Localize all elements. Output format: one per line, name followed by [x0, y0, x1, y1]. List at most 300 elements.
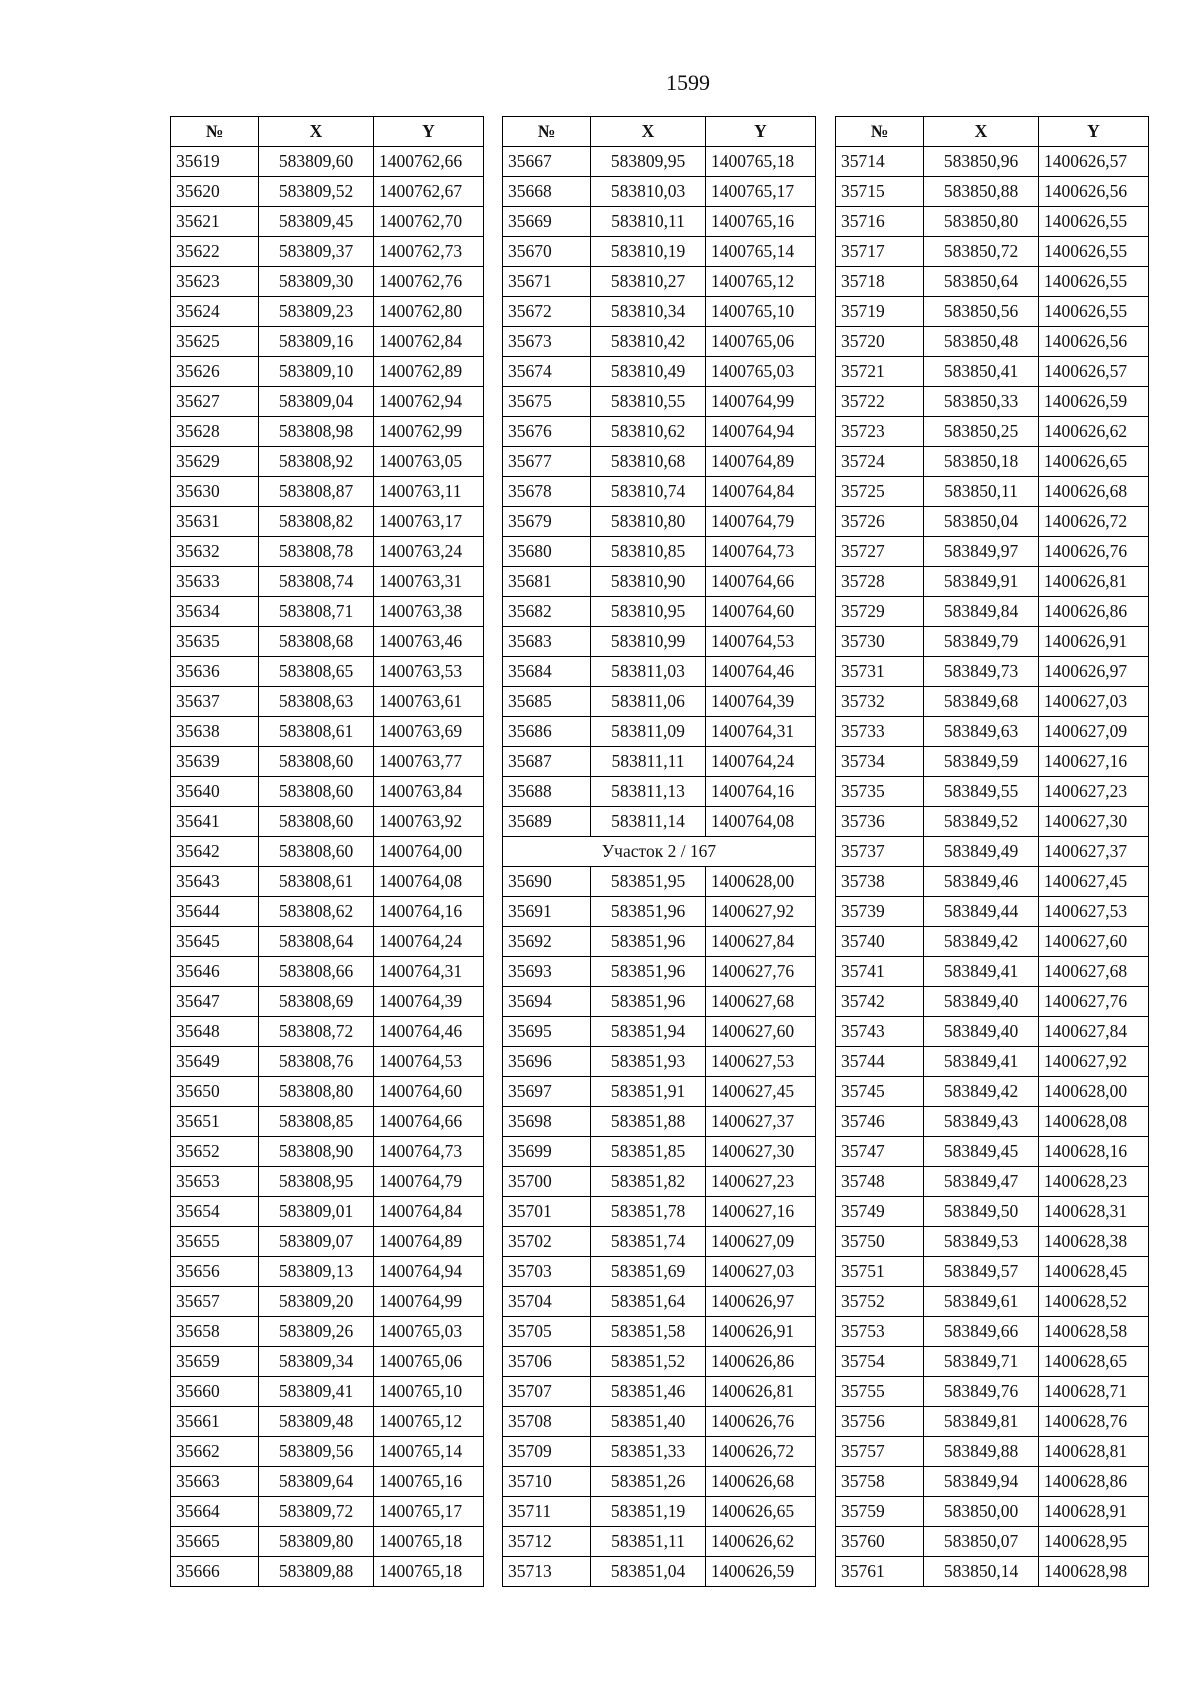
point-number: 35651 — [171, 1107, 259, 1137]
table-row — [836, 1437, 1149, 1467]
x-coordinate: 583809,26 — [259, 1317, 374, 1347]
table-row — [171, 207, 484, 237]
y-coordinate: 1400626,62 — [1039, 417, 1149, 447]
table-row — [503, 357, 816, 387]
y-coordinate: 1400626,57 — [1039, 357, 1149, 387]
point-number: 35709 — [503, 1437, 591, 1467]
point-number: 35656 — [171, 1257, 259, 1287]
point-number: 35631 — [171, 507, 259, 537]
point-number: 35683 — [503, 627, 591, 657]
x-coordinate: 583849,59 — [924, 747, 1039, 777]
y-coordinate: 1400627,30 — [1039, 807, 1149, 837]
table-row — [171, 1047, 484, 1077]
x-coordinate: 583809,52 — [259, 177, 374, 207]
table-row — [171, 567, 484, 597]
table-row — [171, 237, 484, 267]
y-coordinate: 1400762,76 — [374, 267, 484, 297]
y-coordinate: 1400764,46 — [374, 1017, 484, 1047]
table-row — [171, 897, 484, 927]
point-number: 35659 — [171, 1347, 259, 1377]
point-number: 35622 — [171, 237, 259, 267]
x-coordinate: 583850,41 — [924, 357, 1039, 387]
table-row — [836, 267, 1149, 297]
table-row — [171, 357, 484, 387]
point-number: 35667 — [503, 147, 591, 177]
y-coordinate: 1400764,89 — [374, 1227, 484, 1257]
section-label: Участок 2 / 167 — [503, 837, 816, 867]
x-coordinate: 583808,72 — [259, 1017, 374, 1047]
x-coordinate: 583850,64 — [924, 267, 1039, 297]
y-coordinate: 1400626,55 — [1039, 237, 1149, 267]
table-row — [171, 1347, 484, 1377]
table-row — [503, 1557, 816, 1587]
point-number: 35746 — [836, 1107, 924, 1137]
table-row — [836, 537, 1149, 567]
table-row — [171, 747, 484, 777]
table-row — [503, 267, 816, 297]
y-coordinate: 1400626,97 — [1039, 657, 1149, 687]
y-coordinate: 1400627,60 — [706, 1017, 816, 1047]
point-number: 35723 — [836, 417, 924, 447]
x-coordinate: 583850,80 — [924, 207, 1039, 237]
point-number: 35632 — [171, 537, 259, 567]
table-row — [503, 1107, 816, 1137]
x-coordinate: 583850,11 — [924, 477, 1039, 507]
point-number: 35757 — [836, 1437, 924, 1467]
y-coordinate: 1400765,14 — [706, 237, 816, 267]
point-number: 35728 — [836, 567, 924, 597]
table-row — [503, 1137, 816, 1167]
table-row — [836, 927, 1149, 957]
y-coordinate: 1400764,79 — [374, 1167, 484, 1197]
point-number: 35638 — [171, 717, 259, 747]
x-coordinate: 583849,68 — [924, 687, 1039, 717]
table-row — [503, 477, 816, 507]
point-number: 35725 — [836, 477, 924, 507]
y-coordinate: 1400627,37 — [1039, 837, 1149, 867]
x-coordinate: 583808,95 — [259, 1167, 374, 1197]
y-coordinate: 1400627,60 — [1039, 927, 1149, 957]
x-coordinate: 583851,78 — [591, 1197, 706, 1227]
y-coordinate: 1400763,69 — [374, 717, 484, 747]
x-coordinate: 583849,66 — [924, 1317, 1039, 1347]
y-coordinate: 1400628,00 — [706, 867, 816, 897]
y-coordinate: 1400626,55 — [1039, 207, 1149, 237]
table-row — [836, 507, 1149, 537]
x-coordinate: 583809,48 — [259, 1407, 374, 1437]
table-row — [171, 807, 484, 837]
point-number: 35684 — [503, 657, 591, 687]
x-coordinate: 583851,88 — [591, 1107, 706, 1137]
table-row — [503, 1257, 816, 1287]
table-row — [171, 1377, 484, 1407]
point-number: 35721 — [836, 357, 924, 387]
table-row — [503, 957, 816, 987]
x-coordinate: 583808,64 — [259, 927, 374, 957]
y-coordinate: 1400628,65 — [1039, 1347, 1149, 1377]
table-row — [836, 957, 1149, 987]
point-number: 35655 — [171, 1227, 259, 1257]
point-number: 35760 — [836, 1527, 924, 1557]
point-number: 35740 — [836, 927, 924, 957]
point-number: 35741 — [836, 957, 924, 987]
table-row — [171, 417, 484, 447]
point-number: 35710 — [503, 1467, 591, 1497]
point-number: 35665 — [171, 1527, 259, 1557]
header-x: X — [924, 117, 1039, 147]
point-number: 35645 — [171, 927, 259, 957]
point-number: 35697 — [503, 1077, 591, 1107]
y-coordinate: 1400765,18 — [706, 147, 816, 177]
point-number: 35625 — [171, 327, 259, 357]
point-number: 35675 — [503, 387, 591, 417]
table-row — [171, 1407, 484, 1437]
point-number: 35731 — [836, 657, 924, 687]
x-coordinate: 583808,60 — [259, 777, 374, 807]
point-number: 35718 — [836, 267, 924, 297]
point-number: 35747 — [836, 1137, 924, 1167]
x-coordinate: 583849,41 — [924, 957, 1039, 987]
table-row — [503, 627, 816, 657]
table-row — [171, 507, 484, 537]
table-row — [503, 987, 816, 1017]
y-coordinate: 1400764,66 — [706, 567, 816, 597]
y-coordinate: 1400628,38 — [1039, 1227, 1149, 1257]
table-row — [836, 1557, 1149, 1587]
point-number: 35722 — [836, 387, 924, 417]
y-coordinate: 1400627,76 — [1039, 987, 1149, 1017]
point-number: 35689 — [503, 807, 591, 837]
point-number: 35652 — [171, 1137, 259, 1167]
table-row — [171, 597, 484, 627]
y-coordinate: 1400626,59 — [1039, 387, 1149, 417]
point-number: 35662 — [171, 1437, 259, 1467]
x-coordinate: 583808,98 — [259, 417, 374, 447]
point-number: 35748 — [836, 1167, 924, 1197]
table-row — [503, 717, 816, 747]
header-y: Y — [706, 117, 816, 147]
x-coordinate: 583809,37 — [259, 237, 374, 267]
x-coordinate: 583850,96 — [924, 147, 1039, 177]
point-number: 35639 — [171, 747, 259, 777]
y-coordinate: 1400628,71 — [1039, 1377, 1149, 1407]
y-coordinate: 1400764,84 — [374, 1197, 484, 1227]
y-coordinate: 1400764,08 — [374, 867, 484, 897]
table-row — [503, 1377, 816, 1407]
point-number: 35660 — [171, 1377, 259, 1407]
point-number: 35676 — [503, 417, 591, 447]
table-row — [171, 1317, 484, 1347]
x-coordinate: 583809,45 — [259, 207, 374, 237]
x-coordinate: 583810,42 — [591, 327, 706, 357]
x-coordinate: 583850,72 — [924, 237, 1039, 267]
y-coordinate: 1400627,16 — [706, 1197, 816, 1227]
point-number: 35657 — [171, 1287, 259, 1317]
point-number: 35738 — [836, 867, 924, 897]
table-header-row — [171, 117, 484, 147]
table-row — [836, 867, 1149, 897]
point-number: 35668 — [503, 177, 591, 207]
point-number: 35628 — [171, 417, 259, 447]
point-number: 35715 — [836, 177, 924, 207]
x-coordinate: 583808,87 — [259, 477, 374, 507]
point-number: 35619 — [171, 147, 259, 177]
table-row — [503, 567, 816, 597]
point-number: 35703 — [503, 1257, 591, 1287]
table-row — [836, 1317, 1149, 1347]
table-row — [836, 1107, 1149, 1137]
point-number: 35696 — [503, 1047, 591, 1077]
x-coordinate: 583810,62 — [591, 417, 706, 447]
x-coordinate: 583808,68 — [259, 627, 374, 657]
table-row — [503, 507, 816, 537]
x-coordinate: 583849,63 — [924, 717, 1039, 747]
table-row — [503, 1497, 816, 1527]
point-number: 35756 — [836, 1407, 924, 1437]
x-coordinate: 583849,44 — [924, 897, 1039, 927]
y-coordinate: 1400763,24 — [374, 537, 484, 567]
y-coordinate: 1400763,92 — [374, 807, 484, 837]
x-coordinate: 583851,94 — [591, 1017, 706, 1047]
y-coordinate: 1400626,68 — [1039, 477, 1149, 507]
coordinates-table-1 — [170, 116, 484, 1587]
y-coordinate: 1400628,45 — [1039, 1257, 1149, 1287]
x-coordinate: 583851,91 — [591, 1077, 706, 1107]
table-row — [836, 807, 1149, 837]
y-coordinate: 1400628,58 — [1039, 1317, 1149, 1347]
point-number: 35644 — [171, 897, 259, 927]
point-number: 35682 — [503, 597, 591, 627]
point-number: 35634 — [171, 597, 259, 627]
point-number: 35704 — [503, 1287, 591, 1317]
y-coordinate: 1400764,00 — [374, 837, 484, 867]
table-row — [503, 1227, 816, 1257]
header-number: № — [503, 117, 591, 147]
table-row — [503, 1437, 816, 1467]
point-number: 35687 — [503, 747, 591, 777]
table-row — [171, 1287, 484, 1317]
point-number: 35663 — [171, 1467, 259, 1497]
y-coordinate: 1400764,73 — [374, 1137, 484, 1167]
coordinates-table-3 — [835, 116, 1149, 1587]
point-number: 35646 — [171, 957, 259, 987]
x-coordinate: 583850,56 — [924, 297, 1039, 327]
y-coordinate: 1400628,52 — [1039, 1287, 1149, 1317]
x-coordinate: 583851,96 — [591, 897, 706, 927]
point-number: 35726 — [836, 507, 924, 537]
table-row — [171, 687, 484, 717]
y-coordinate: 1400765,10 — [706, 297, 816, 327]
point-number: 35627 — [171, 387, 259, 417]
table-row — [171, 927, 484, 957]
table-row — [836, 567, 1149, 597]
y-coordinate: 1400626,76 — [706, 1407, 816, 1437]
x-coordinate: 583809,41 — [259, 1377, 374, 1407]
y-coordinate: 1400764,46 — [706, 657, 816, 687]
y-coordinate: 1400764,60 — [374, 1077, 484, 1107]
y-coordinate: 1400626,81 — [1039, 567, 1149, 597]
table-row — [836, 987, 1149, 1017]
table-row — [836, 1137, 1149, 1167]
coordinates-table-2 — [502, 116, 816, 1587]
y-coordinate: 1400627,76 — [706, 957, 816, 987]
table-row — [171, 1137, 484, 1167]
point-number: 35666 — [171, 1557, 259, 1587]
y-coordinate: 1400627,37 — [706, 1107, 816, 1137]
x-coordinate: 583808,69 — [259, 987, 374, 1017]
x-coordinate: 583810,80 — [591, 507, 706, 537]
table-row — [171, 867, 484, 897]
table-row — [836, 1497, 1149, 1527]
x-coordinate: 583849,53 — [924, 1227, 1039, 1257]
point-number: 35701 — [503, 1197, 591, 1227]
table-row — [836, 1077, 1149, 1107]
table-row — [503, 1017, 816, 1047]
x-coordinate: 583808,61 — [259, 867, 374, 897]
y-coordinate: 1400762,80 — [374, 297, 484, 327]
header-number: № — [171, 117, 259, 147]
table-row — [503, 1287, 816, 1317]
x-coordinate: 583809,07 — [259, 1227, 374, 1257]
point-number: 35708 — [503, 1407, 591, 1437]
x-coordinate: 583849,55 — [924, 777, 1039, 807]
y-coordinate: 1400628,98 — [1039, 1557, 1149, 1587]
x-coordinate: 583850,00 — [924, 1497, 1039, 1527]
x-coordinate: 583849,42 — [924, 927, 1039, 957]
y-coordinate: 1400764,94 — [706, 417, 816, 447]
y-coordinate: 1400765,17 — [374, 1497, 484, 1527]
point-number: 35688 — [503, 777, 591, 807]
point-number: 35716 — [836, 207, 924, 237]
x-coordinate: 583810,68 — [591, 447, 706, 477]
point-number: 35693 — [503, 957, 591, 987]
y-coordinate: 1400628,91 — [1039, 1497, 1149, 1527]
x-coordinate: 583851,58 — [591, 1317, 706, 1347]
y-coordinate: 1400627,45 — [1039, 867, 1149, 897]
y-coordinate: 1400765,17 — [706, 177, 816, 207]
point-number: 35673 — [503, 327, 591, 357]
y-coordinate: 1400627,45 — [706, 1077, 816, 1107]
point-number: 35720 — [836, 327, 924, 357]
x-coordinate: 583849,50 — [924, 1197, 1039, 1227]
table-row — [503, 147, 816, 177]
table-row — [171, 987, 484, 1017]
point-number: 35641 — [171, 807, 259, 837]
x-coordinate: 583808,60 — [259, 747, 374, 777]
point-number: 35729 — [836, 597, 924, 627]
y-coordinate: 1400764,94 — [374, 1257, 484, 1287]
y-coordinate: 1400764,39 — [374, 987, 484, 1017]
y-coordinate: 1400626,55 — [1039, 267, 1149, 297]
table-row — [171, 717, 484, 747]
table-row — [836, 777, 1149, 807]
x-coordinate: 583810,19 — [591, 237, 706, 267]
table-row — [171, 1497, 484, 1527]
y-coordinate: 1400626,81 — [706, 1377, 816, 1407]
x-coordinate: 583809,80 — [259, 1527, 374, 1557]
point-number: 35699 — [503, 1137, 591, 1167]
y-coordinate: 1400764,99 — [374, 1287, 484, 1317]
y-coordinate: 1400626,65 — [1039, 447, 1149, 477]
point-number: 35751 — [836, 1257, 924, 1287]
y-coordinate: 1400762,67 — [374, 177, 484, 207]
y-coordinate: 1400765,16 — [706, 207, 816, 237]
table-row — [503, 1047, 816, 1077]
point-number: 35677 — [503, 447, 591, 477]
table-row — [836, 207, 1149, 237]
table-row — [836, 1227, 1149, 1257]
x-coordinate: 583809,30 — [259, 267, 374, 297]
y-coordinate: 1400627,16 — [1039, 747, 1149, 777]
y-coordinate: 1400628,23 — [1039, 1167, 1149, 1197]
point-number: 35624 — [171, 297, 259, 327]
table-row — [836, 357, 1149, 387]
y-coordinate: 1400626,65 — [706, 1497, 816, 1527]
x-coordinate: 583849,61 — [924, 1287, 1039, 1317]
table-row — [503, 237, 816, 267]
y-coordinate: 1400626,56 — [1039, 177, 1149, 207]
table-row — [503, 1197, 816, 1227]
y-coordinate: 1400626,55 — [1039, 297, 1149, 327]
x-coordinate: 583850,88 — [924, 177, 1039, 207]
y-coordinate: 1400628,95 — [1039, 1527, 1149, 1557]
x-coordinate: 583809,95 — [591, 147, 706, 177]
point-number: 35717 — [836, 237, 924, 267]
y-coordinate: 1400626,62 — [706, 1527, 816, 1557]
y-coordinate: 1400764,66 — [374, 1107, 484, 1137]
point-number: 35719 — [836, 297, 924, 327]
y-coordinate: 1400628,86 — [1039, 1467, 1149, 1497]
point-number: 35753 — [836, 1317, 924, 1347]
y-coordinate: 1400763,38 — [374, 597, 484, 627]
point-number: 35700 — [503, 1167, 591, 1197]
x-coordinate: 583849,46 — [924, 867, 1039, 897]
x-coordinate: 583851,52 — [591, 1347, 706, 1377]
y-coordinate: 1400627,23 — [706, 1167, 816, 1197]
point-number: 35678 — [503, 477, 591, 507]
point-number: 35749 — [836, 1197, 924, 1227]
x-coordinate: 583810,99 — [591, 627, 706, 657]
x-coordinate: 583808,60 — [259, 837, 374, 867]
point-number: 35711 — [503, 1497, 591, 1527]
x-coordinate: 583849,91 — [924, 567, 1039, 597]
y-coordinate: 1400627,09 — [706, 1227, 816, 1257]
x-coordinate: 583808,62 — [259, 897, 374, 927]
y-coordinate: 1400626,86 — [706, 1347, 816, 1377]
x-coordinate: 583809,60 — [259, 147, 374, 177]
table-row — [503, 807, 816, 837]
x-coordinate: 583851,96 — [591, 927, 706, 957]
table-row — [836, 717, 1149, 747]
point-number: 35755 — [836, 1377, 924, 1407]
point-number: 35669 — [503, 207, 591, 237]
y-coordinate: 1400628,00 — [1039, 1077, 1149, 1107]
y-coordinate: 1400628,81 — [1039, 1437, 1149, 1467]
x-coordinate: 583851,11 — [591, 1527, 706, 1557]
point-number: 35650 — [171, 1077, 259, 1107]
table-row — [836, 597, 1149, 627]
y-coordinate: 1400764,16 — [706, 777, 816, 807]
point-number: 35680 — [503, 537, 591, 567]
table-row — [836, 657, 1149, 687]
y-coordinate: 1400765,06 — [706, 327, 816, 357]
y-coordinate: 1400765,06 — [374, 1347, 484, 1377]
y-coordinate: 1400627,03 — [1039, 687, 1149, 717]
x-coordinate: 583849,71 — [924, 1347, 1039, 1377]
table-row — [503, 897, 816, 927]
x-coordinate: 583851,95 — [591, 867, 706, 897]
table-row — [171, 297, 484, 327]
